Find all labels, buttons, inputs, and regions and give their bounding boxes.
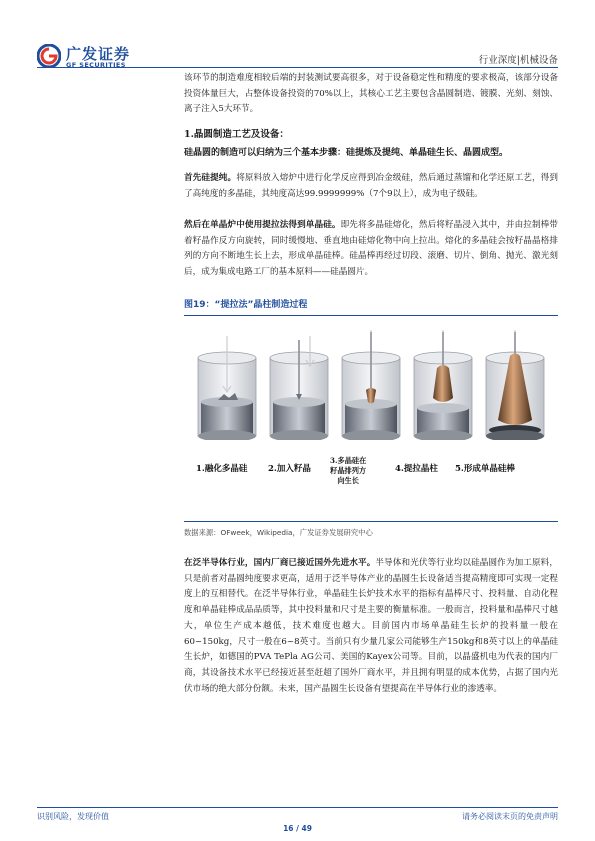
paragraph-domestic-vendors-bold: 在泛半导体行业，国内厂商已接近国外先进水平。 (184, 558, 376, 568)
step-label-3-line-1: 3.多晶硅在 (330, 456, 367, 465)
paragraph-domestic-vendors (184, 556, 558, 697)
paragraph-purification (184, 171, 558, 202)
footer-slogan: 识别风险，发现价值 (37, 812, 109, 821)
crucible-step-5 (486, 330, 544, 440)
step-label-5: 5.形成单晶硅棒 (455, 464, 515, 474)
paragraph-czochralski-bold: 然后在单晶炉中使用提拉法得到单晶硅。 (184, 220, 341, 230)
figure-bottom-rule (184, 521, 558, 522)
paragraph-czochralski-text: 即先将多晶硅熔化，然后将籽晶浸入其中，并由拉制棒带着籽晶作反方向旋转，同时缓慢地、垂直地由硅熔化物中向上拉出。熔化的多晶硅会按籽晶晶格排列的方向不断地生长上去，形成单晶硅棒。硅晶棒再经过切段、滚磨、切片、倒角、抛光、激光刻后，成为集成电路工厂的基本原料——硅晶圆片。 (184, 220, 558, 278)
crucible-step-3 (342, 330, 400, 440)
figure-top-rule (184, 315, 558, 316)
czochralski-process-illustration (190, 330, 552, 440)
gf-logo-icon (37, 44, 61, 68)
figure-source: 数据来源：OFweek，Wikipedia，广发证券发展研究中心 (184, 528, 373, 537)
section-heading: 1.晶圆制造工艺及设备： (184, 129, 289, 140)
step-label-1: 1.融化多晶硅 (196, 464, 248, 474)
intro-paragraph: 该环节的制造难度相较后端的封装测试要高很多，对于设备稳定性和精度的要求极高，该部分设备投资体量巨大，占整体设备投资的70%以上，其核心工艺主要包含晶圆制造、镀膜、光刻、刻蚀、离子注入5大环节。 (184, 73, 558, 115)
step-label-3-line-3: 向生长 (337, 476, 359, 485)
page-number: 16 / 49 (283, 824, 312, 833)
figure-title: 图19：“提拉法”晶柱制造过程 (184, 300, 308, 310)
logo-wordmark-en: GF SECURITIES (66, 61, 126, 69)
report-category: 行业深度|机械设备 (478, 55, 558, 66)
paragraph-purification-bold: 首先硅提纯。 (184, 173, 237, 183)
crucible-step-2 (270, 336, 328, 440)
paragraph-domestic-vendors-text: 半导体和光伏等行业均以硅晶圆作为加工原料，只是前者对晶圆纯度要求更高，适用于泛半导体产业的晶圆生长设备适当提高精度即可实现一定程度上的互相替代。在泛半导体行业，单晶硅生长炉技术水平的指标有晶棒尺寸、投料量、自动化程度和单晶硅棒成品品质等，其中投料量和尺寸是主要的衡量标准。一般而言，投料量和晶棒尺寸越大，单位生产成本越低，技术难度也越大。目前国内市场单晶硅生长炉的投料量一般在60~150kg，尺寸一般在6~8英寸。当前只有少量几家公司能够生产150kg和8英寸以上的单晶硅生长炉，如德国的PVA TePla AG公司、美国的Kayex公司等。目前，以晶盛机电为代表的国内厂商，其设备技术水平已经接近甚至赶超了国外厂商水平，并且拥有明显的成本优势，占据了国内光伏市场的绝大部分份额。未来，国产晶圆生长设备有望提高在半导体行业的渗透率。 (184, 558, 558, 694)
crucible-step-4 (414, 330, 472, 440)
step-label-4: 4.提拉晶柱 (395, 464, 438, 474)
logo-wordmark-cn: 广发证券 (66, 45, 131, 63)
footer-divider (37, 807, 558, 808)
step-label-2: 2.加入籽晶 (268, 464, 311, 474)
paragraph-czochralski (184, 218, 558, 281)
footer-disclaimer: 请务必阅读末页的免责声明 (462, 812, 558, 821)
header-divider (37, 67, 558, 68)
crucible-step-1 (198, 336, 256, 440)
section-lead: 硅晶圆的制造可以归纳为三个基本步骤：硅提炼及提纯、单晶硅生长、晶圆成型。 (184, 148, 509, 158)
step-label-3 (330, 456, 366, 486)
step-label-3-line-2: 籽晶排列方 (330, 466, 367, 475)
paragraph-purification-text: 将原料放入熔炉中进行化学反应得到冶金级硅，然后通过蒸馏和化学还原工艺，得到了高纯度的多晶硅，其纯度高达99.9999999%（7个9以上），成为电子级硅。 (184, 173, 558, 199)
